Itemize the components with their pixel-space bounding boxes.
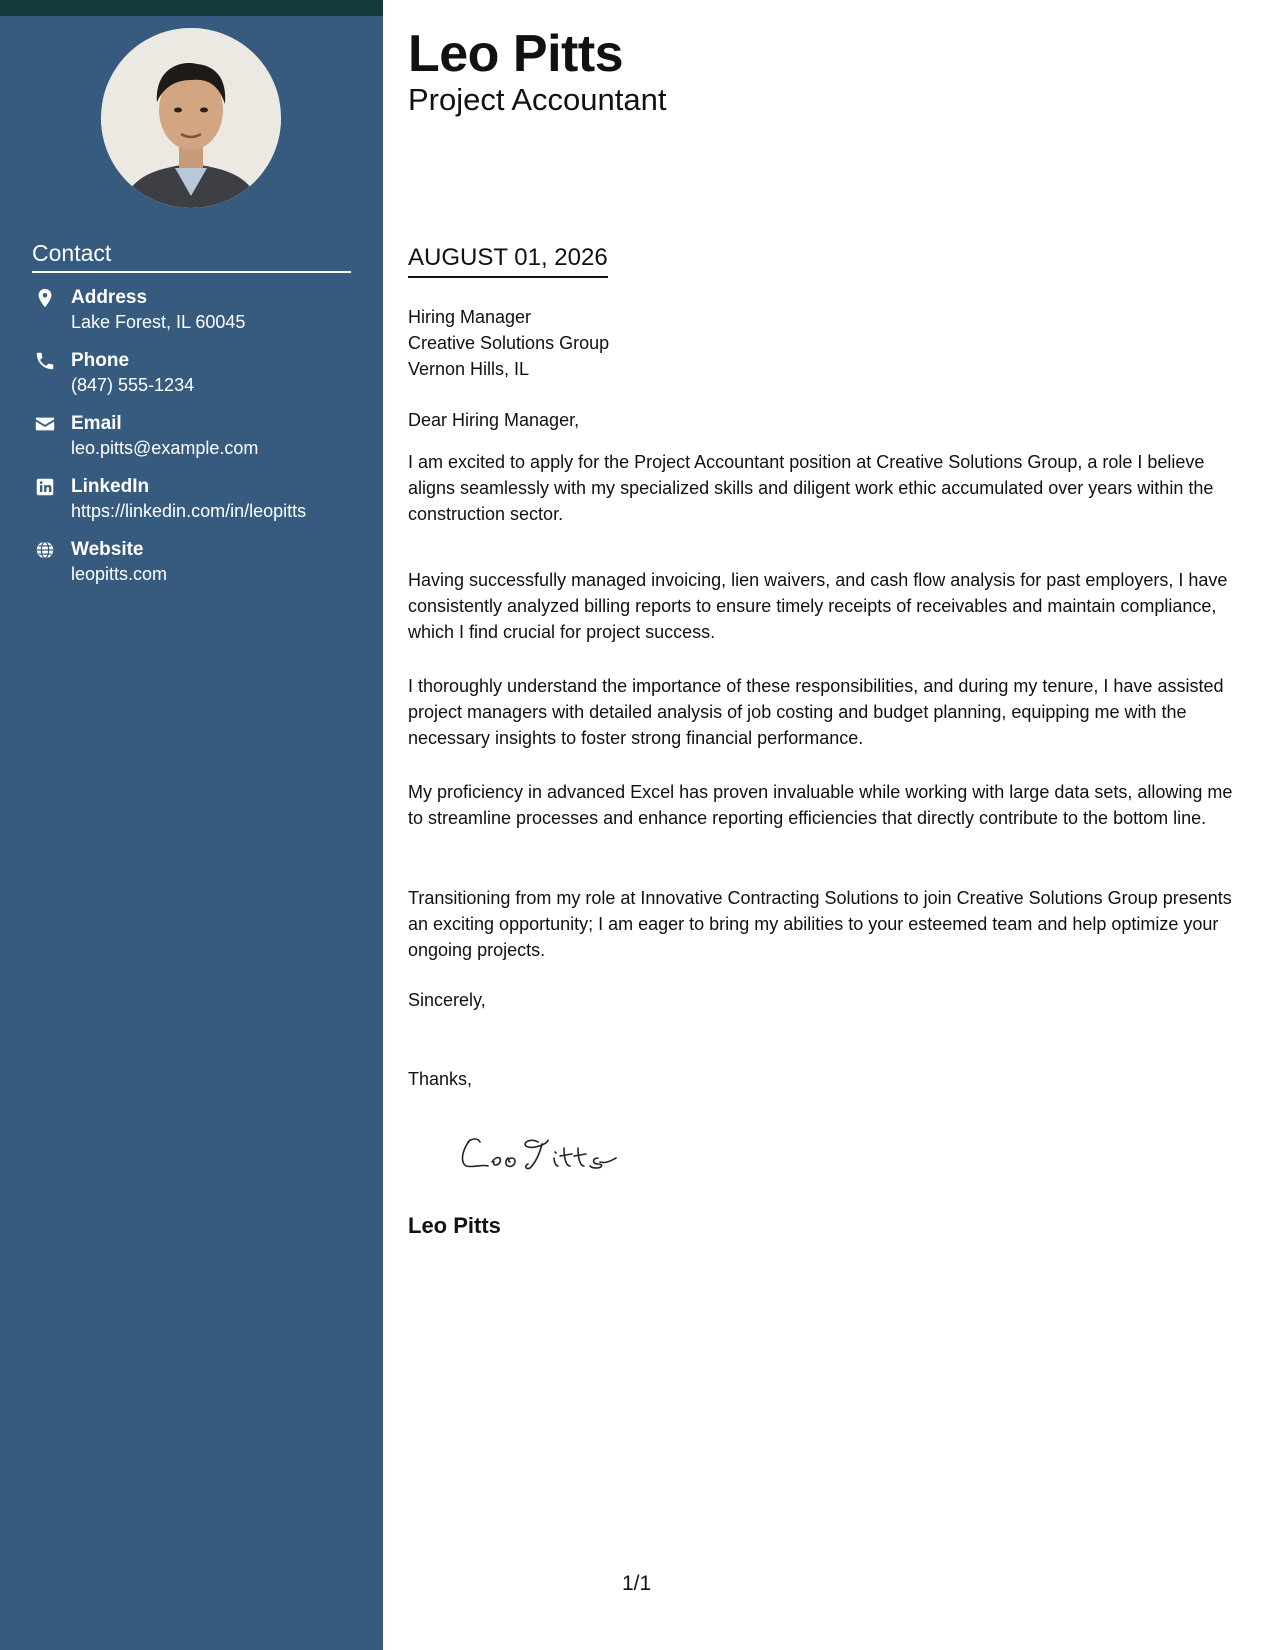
globe-icon (34, 539, 56, 561)
recipient-line: Hiring Manager (408, 307, 532, 327)
contact-linkedin-label: LinkedIn (71, 476, 150, 497)
letter-paragraph: Transitioning from my role at Innovative Contracting Solutions to join Creative Solutions Group presents an exciting opportunity; I am eager to bring my abilities to your esteemed team and help optimize your ongoing projects. (408, 888, 1232, 960)
contact-email-value[interactable]: leo.pitts@example.com (71, 438, 259, 458)
contact-address-label: Address (71, 287, 148, 308)
map-pin-icon (34, 287, 56, 309)
signature-image (456, 1128, 626, 1178)
applicant-name: Leo Pitts (408, 25, 624, 83)
letter-paragraph: Having successfully managed invoicing, lien waivers, and cash flow analysis for past employers, I have consistently analyzed billing reports to ensure timely receipts of receivables and maintain compliance, which I find crucial for project success. (408, 570, 1228, 642)
envelope-icon (34, 413, 56, 435)
contact-linkedin-value[interactable]: https://linkedin.com/in/leopitts (71, 501, 307, 521)
contact-phone-value: (847) 555-1234 (71, 375, 195, 395)
recipient-line: Creative Solutions Group (408, 333, 610, 353)
contact-website-value[interactable]: leopitts.com (71, 564, 168, 584)
linkedin-icon (34, 476, 56, 498)
contact-address-value: Lake Forest, IL 60045 (71, 312, 246, 332)
thanks-line: Thanks, (408, 1069, 473, 1089)
contact-email-label: Email (71, 413, 122, 434)
recipient-block (408, 304, 609, 382)
letter-date: AUGUST 01, 2026 (408, 244, 608, 278)
phone-icon (34, 350, 56, 372)
recipient-line: Vernon Hills, IL (408, 359, 530, 379)
signer-name: Leo Pitts (408, 1213, 501, 1238)
closing: Sincerely, (408, 990, 486, 1010)
letter-paragraph: My proficiency in advanced Excel has proven invaluable while working with large data sets, allowing me to streamline processes and enhance reporting efficiencies that directly contribute to the bottom line. (408, 782, 1233, 828)
job-title: Project Accountant (408, 82, 667, 117)
salutation: Dear Hiring Manager, (408, 410, 580, 430)
page-number: 1/1 (622, 1572, 652, 1595)
contact-heading: Contact (32, 240, 351, 273)
contact-website-label: Website (71, 539, 144, 560)
profile-photo (101, 28, 281, 208)
letter-paragraph: I thoroughly understand the importance of these responsibilities, and during my tenure, I have assisted project managers with detailed analysis of job costing and budget planning, equipping me with the necessary insights to foster strong financial performance. (408, 676, 1224, 748)
letter-paragraph: I am excited to apply for the Project Accountant position at Creative Solutions Group, a role I believe aligns seamlessly with my specialized skills and diligent work ethic accumulated over years within the construction sector. (408, 452, 1214, 524)
contact-phone-label: Phone (71, 350, 130, 371)
sidebar (0, 0, 383, 1650)
sidebar-top-bar (0, 0, 383, 16)
